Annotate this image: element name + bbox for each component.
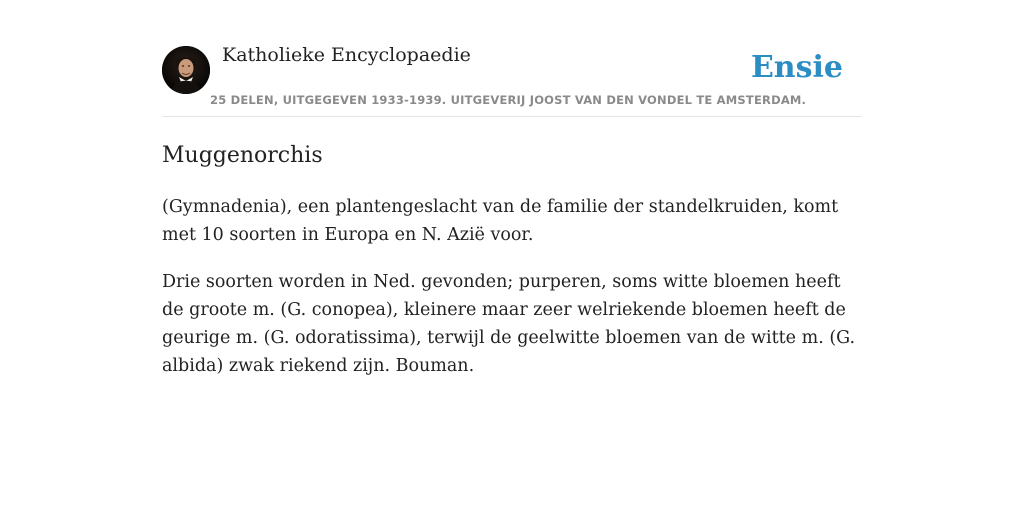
page-container (162, 0, 862, 380)
ensie-logo-link[interactable]: Ensie (750, 50, 843, 85)
article-paragraph: Drie soorten worden in Ned. gevonden; purperen, soms witte bloemen heeft de groote m. (G. conopea), kleinere maar zeer welriekende bloemen heeft de geurige m. (G. odoratissima), terwijl de geelwitte bloemen van de witte m. (G. albida) zwak riekend zijn. Bouman. (162, 272, 856, 376)
portrait-avatar-icon (162, 46, 210, 94)
site-title[interactable]: Katholieke Encyclopaedie (222, 44, 471, 66)
article-paragraph: (Gymnadenia), een plantengeslacht van de familie der standelkruiden, komt met 10 soorten in Europa en N. Azië voor. (162, 197, 839, 245)
article-title: Muggenorchis (162, 143, 323, 168)
site-header (162, 0, 862, 117)
encyclopedia-avatar[interactable] (162, 46, 210, 94)
site-subtitle: 25 DELEN, UITGEGEVEN 1933-1939. UITGEVERIJ JOOST VAN DEN VONDEL TE AMSTERDAM. (210, 93, 807, 107)
